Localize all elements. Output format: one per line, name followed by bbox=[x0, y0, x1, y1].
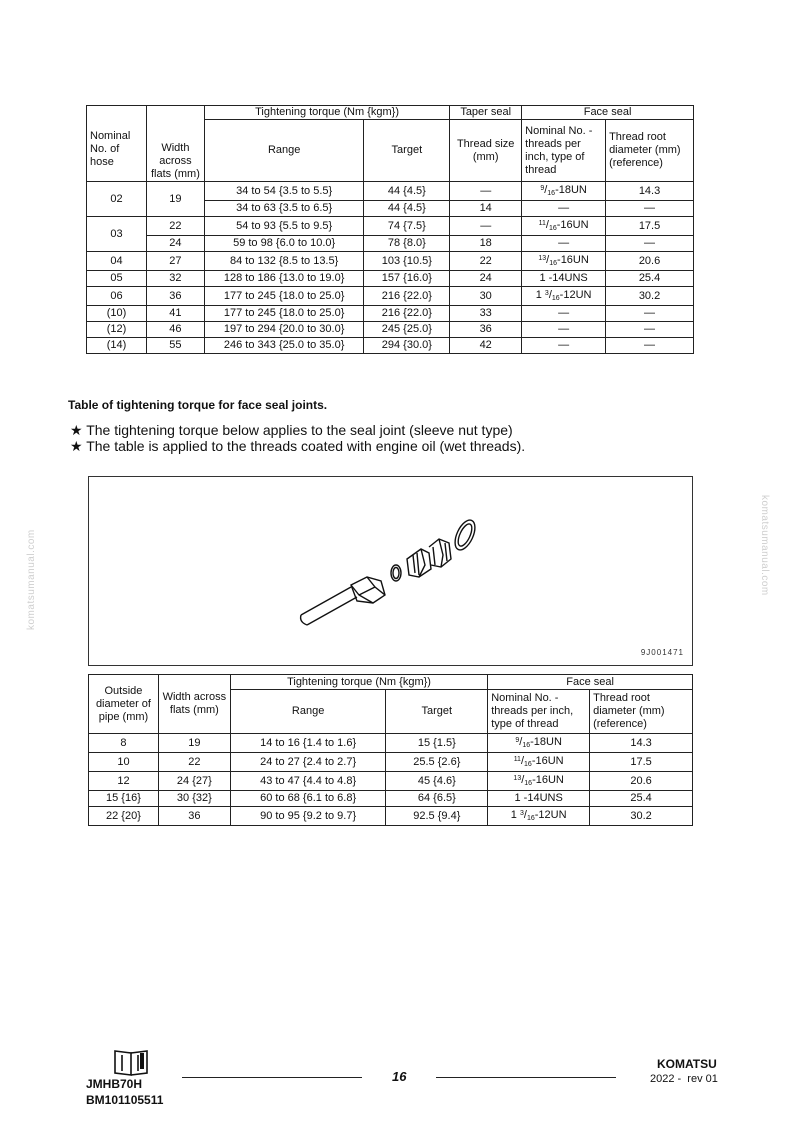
face-seal-torque-table bbox=[88, 674, 693, 826]
cell-face-thread: — bbox=[522, 236, 606, 252]
cell-target: 103 {10.5} bbox=[364, 252, 450, 271]
cell-width: 19 bbox=[146, 182, 204, 217]
cell-range: 43 to 47 {4.4 to 4.8} bbox=[230, 772, 386, 791]
cell-width: 27 bbox=[146, 252, 204, 271]
cell-thread: 33 bbox=[450, 306, 522, 322]
fraction-numerator: 9 bbox=[540, 185, 545, 192]
table-row bbox=[87, 322, 694, 338]
header-taper-seal: Taper seal bbox=[450, 106, 522, 120]
cell-range: 128 to 186 {13.0 to 19.0} bbox=[204, 271, 364, 287]
cell-range: 177 to 245 {18.0 to 25.0} bbox=[204, 306, 364, 322]
header-root-diameter: Thread root diameter (mm) (reference) bbox=[606, 120, 694, 182]
header-nominal-threads: Nominal No. - threads per inch, type of thread bbox=[488, 690, 590, 734]
cell-root: 30.2 bbox=[606, 287, 694, 306]
cell-nominal: 06 bbox=[87, 287, 147, 306]
table-row bbox=[89, 772, 693, 791]
header-target: Target bbox=[386, 690, 488, 734]
fraction-whole: 1 bbox=[510, 809, 520, 821]
cell-range: 34 to 54 {3.5 to 5.5} bbox=[204, 182, 364, 201]
cell-width: 32 bbox=[146, 271, 204, 287]
table-row bbox=[87, 287, 694, 306]
cell-range: 54 to 93 {5.5 to 9.5} bbox=[204, 217, 364, 236]
fraction-numerator: 11 bbox=[513, 756, 521, 763]
cell-root: 20.6 bbox=[590, 772, 693, 791]
cell-width: 22 bbox=[146, 217, 204, 236]
header-root-diameter: Thread root diameter (mm) (reference) bbox=[590, 690, 693, 734]
cell-face-thread: 1 -14UNS bbox=[488, 791, 590, 807]
header-face-seal: Face seal bbox=[488, 675, 693, 690]
star-icon: ★ bbox=[70, 438, 87, 454]
note-text: The table is applied to the threads coated with engine oil (wet threads). bbox=[86, 438, 526, 454]
fraction-numerator: 9 bbox=[515, 737, 520, 744]
cell-face-thread: 1 -14UNS bbox=[522, 271, 606, 287]
cell-thread: 30 bbox=[450, 287, 522, 306]
header-torque-group: Tightening torque (Nm {kgm}) bbox=[230, 675, 487, 690]
fraction-denominator: 16 bbox=[526, 815, 535, 822]
cell-nominal: 04 bbox=[87, 252, 147, 271]
cell-nominal: (10) bbox=[87, 306, 147, 322]
cell-width: 22 bbox=[158, 753, 230, 772]
fraction-denominator: 16 bbox=[548, 225, 557, 232]
cell-target: 44 {4.5} bbox=[364, 182, 450, 201]
brand-name: KOMATSU bbox=[657, 1057, 717, 1071]
footer-code-1: JMHB70H bbox=[86, 1077, 143, 1091]
cell-thread: 36 bbox=[450, 322, 522, 338]
header-thread-size: Thread size (mm) bbox=[450, 120, 522, 182]
cell-width: 19 bbox=[158, 734, 230, 753]
cell-target: 15 {1.5} bbox=[386, 734, 488, 753]
thread-spec: -12UN bbox=[534, 809, 567, 821]
header-nominal-threads: Nominal No. - threads per inch, type of thread bbox=[522, 120, 606, 182]
cell-root: 25.4 bbox=[606, 271, 694, 287]
cell-target: 25.5 {2.6} bbox=[386, 753, 488, 772]
header-target: Target bbox=[364, 120, 450, 182]
cell-range: 197 to 294 {20.0 to 30.0} bbox=[204, 322, 364, 338]
cell-width: 30 {32} bbox=[158, 791, 230, 807]
fraction-numerator: 11 bbox=[538, 220, 546, 227]
cell-face-thread: $^{11}/_{16}-16UN$ bbox=[488, 753, 590, 772]
cell-face-thread: — bbox=[522, 201, 606, 217]
table-row bbox=[87, 182, 694, 201]
cell-nominal: 05 bbox=[87, 271, 147, 287]
thread-spec: -16UN bbox=[556, 219, 589, 231]
cell-width: 46 bbox=[146, 322, 204, 338]
cell-face-thread: 1 $^3/_{16}-12UN$ bbox=[522, 287, 606, 306]
table-row bbox=[89, 734, 693, 753]
cell-thread: — bbox=[450, 182, 522, 201]
cell-outside-diameter: 10 bbox=[89, 753, 159, 772]
thread-spec: -16UN bbox=[557, 254, 589, 266]
note-item bbox=[70, 438, 525, 455]
table-row bbox=[87, 217, 694, 236]
fraction-numerator: 13 bbox=[538, 255, 547, 262]
cell-range: 59 to 98 {6.0 to 10.0} bbox=[204, 236, 364, 252]
cell-face-thread: $^{11}/_{16}-16UN$ bbox=[522, 217, 606, 236]
cell-target: 64 {6.5} bbox=[386, 791, 488, 807]
cell-range: 24 to 27 {2.4 to 2.7} bbox=[230, 753, 386, 772]
cell-range: 84 to 132 {8.5 to 13.5} bbox=[204, 252, 364, 271]
watermark-left: komatsumanual.com bbox=[26, 529, 37, 630]
table-row bbox=[87, 306, 694, 322]
footer-code-2: BM101105511 bbox=[86, 1093, 164, 1107]
cell-root: 17.5 bbox=[606, 217, 694, 236]
cell-thread: 14 bbox=[450, 201, 522, 217]
table-row bbox=[87, 236, 694, 252]
cell-range: 177 to 245 {18.0 to 25.0} bbox=[204, 287, 364, 306]
table-row bbox=[87, 338, 694, 354]
fraction-denominator: 16 bbox=[524, 761, 532, 768]
cell-target: 45 {4.6} bbox=[386, 772, 488, 791]
manual-book-icon bbox=[112, 1047, 152, 1077]
fraction-whole: 1 bbox=[535, 289, 545, 301]
note-item bbox=[70, 422, 513, 439]
cell-thread: — bbox=[450, 217, 522, 236]
cell-outside-diameter: 12 bbox=[89, 772, 159, 791]
cell-nominal: 03 bbox=[87, 217, 147, 252]
watermark-right: komatsumanual.com bbox=[759, 495, 770, 596]
section-title: Table of tightening torque for face seal joints. bbox=[68, 398, 328, 412]
table-row bbox=[89, 807, 693, 826]
face-seal-joint-illustration bbox=[89, 477, 692, 665]
thread-spec: -16UN bbox=[531, 755, 564, 767]
fraction-denominator: 16 bbox=[547, 190, 556, 197]
header-width: Width across flats (mm) bbox=[158, 675, 230, 734]
cell-face-thread: $^9/_{16}-18UN$ bbox=[488, 734, 590, 753]
cell-width: 36 bbox=[158, 807, 230, 826]
cell-face-thread: $^{13}/_{16}-16UN$ bbox=[488, 772, 590, 791]
cell-root: 25.4 bbox=[590, 791, 693, 807]
cell-outside-diameter: 22 {20} bbox=[89, 807, 159, 826]
cell-thread: 18 bbox=[450, 236, 522, 252]
cell-range: 60 to 68 {6.1 to 6.8} bbox=[230, 791, 386, 807]
cell-root: 14.3 bbox=[590, 734, 693, 753]
cell-root: — bbox=[606, 201, 694, 217]
hose-torque-table bbox=[86, 105, 694, 354]
thread-spec: -12UN bbox=[559, 289, 592, 301]
cell-target: 92.5 {9.4} bbox=[386, 807, 488, 826]
header-nominal: Nominal No. of hose bbox=[87, 106, 147, 182]
thread-spec: -18UN bbox=[555, 184, 587, 196]
cell-target: 78 {8.0} bbox=[364, 236, 450, 252]
fraction-denominator: 16 bbox=[522, 742, 531, 749]
footer-rule-right bbox=[436, 1077, 616, 1078]
cell-root: 20.6 bbox=[606, 252, 694, 271]
revision-label: 2022 - rev 01 bbox=[650, 1073, 718, 1085]
cell-face-thread: — bbox=[522, 338, 606, 354]
fraction-numerator: 3 bbox=[544, 290, 549, 297]
fraction-denominator: 16 bbox=[524, 780, 533, 787]
cell-root: — bbox=[606, 306, 694, 322]
cell-range: 90 to 95 {9.2 to 9.7} bbox=[230, 807, 386, 826]
cell-nominal: 02 bbox=[87, 182, 147, 217]
cell-range: 14 to 16 {1.4 to 1.6} bbox=[230, 734, 386, 753]
table-row bbox=[89, 753, 693, 772]
cell-thread: 42 bbox=[450, 338, 522, 354]
figure-box bbox=[88, 476, 693, 666]
cell-root: 17.5 bbox=[590, 753, 693, 772]
cell-face-thread: 1 $^3/_{16}-12UN$ bbox=[488, 807, 590, 826]
cell-range: 34 to 63 {3.5 to 6.5} bbox=[204, 201, 364, 217]
cell-root: — bbox=[606, 338, 694, 354]
cell-thread: 22 bbox=[450, 252, 522, 271]
fraction-numerator: 3 bbox=[519, 810, 524, 817]
footer-rule-left bbox=[182, 1077, 362, 1078]
star-icon: ★ bbox=[70, 422, 87, 438]
cell-target: 216 {22.0} bbox=[364, 287, 450, 306]
cell-nominal: (14) bbox=[87, 338, 147, 354]
cell-width: 41 bbox=[146, 306, 204, 322]
cell-root: 30.2 bbox=[590, 807, 693, 826]
table-row bbox=[89, 791, 693, 807]
figure-code: 9J001471 bbox=[640, 648, 684, 657]
cell-root: — bbox=[606, 236, 694, 252]
thread-spec: -18UN bbox=[530, 736, 562, 748]
cell-face-thread: $^{13}/_{16}-16UN$ bbox=[522, 252, 606, 271]
cell-root: 14.3 bbox=[606, 182, 694, 201]
cell-outside-diameter: 8 bbox=[89, 734, 159, 753]
cell-target: 245 {25.0} bbox=[364, 322, 450, 338]
table-row bbox=[87, 252, 694, 271]
page-number: 16 bbox=[392, 1069, 407, 1084]
cell-width: 36 bbox=[146, 287, 204, 306]
cell-target: 216 {22.0} bbox=[364, 306, 450, 322]
cell-width: 24 {27} bbox=[158, 772, 230, 791]
fraction-denominator: 16 bbox=[551, 295, 560, 302]
cell-range: 246 to 343 {25.0 to 35.0} bbox=[204, 338, 364, 354]
cell-width: 55 bbox=[146, 338, 204, 354]
header-outside-diameter: Outside diameter of pipe (mm) bbox=[89, 675, 159, 734]
cell-thread: 24 bbox=[450, 271, 522, 287]
header-face-seal: Face seal bbox=[522, 106, 694, 120]
cell-outside-diameter: 15 {16} bbox=[89, 791, 159, 807]
header-range: Range bbox=[204, 120, 364, 182]
cell-target: 44 {4.5} bbox=[364, 201, 450, 217]
header-range: Range bbox=[230, 690, 386, 734]
header-width: Width across flats (mm) bbox=[146, 106, 204, 182]
header-torque-group: Tightening torque (Nm {kgm}) bbox=[204, 106, 449, 120]
note-text: The tightening torque below applies to the seal joint (sleeve nut type) bbox=[86, 422, 513, 438]
cell-target: 74 {7.5} bbox=[364, 217, 450, 236]
thread-spec: -16UN bbox=[532, 774, 564, 786]
cell-face-thread: — bbox=[522, 322, 606, 338]
cell-target: 157 {16.0} bbox=[364, 271, 450, 287]
cell-nominal: (12) bbox=[87, 322, 147, 338]
fraction-numerator: 13 bbox=[513, 775, 522, 782]
fraction-denominator: 16 bbox=[549, 260, 558, 267]
cell-face-thread: $^9/_{16}-18UN$ bbox=[522, 182, 606, 201]
cell-width: 24 bbox=[146, 236, 204, 252]
table-row bbox=[87, 271, 694, 287]
cell-root: — bbox=[606, 322, 694, 338]
cell-target: 294 {30.0} bbox=[364, 338, 450, 354]
cell-face-thread: — bbox=[522, 306, 606, 322]
